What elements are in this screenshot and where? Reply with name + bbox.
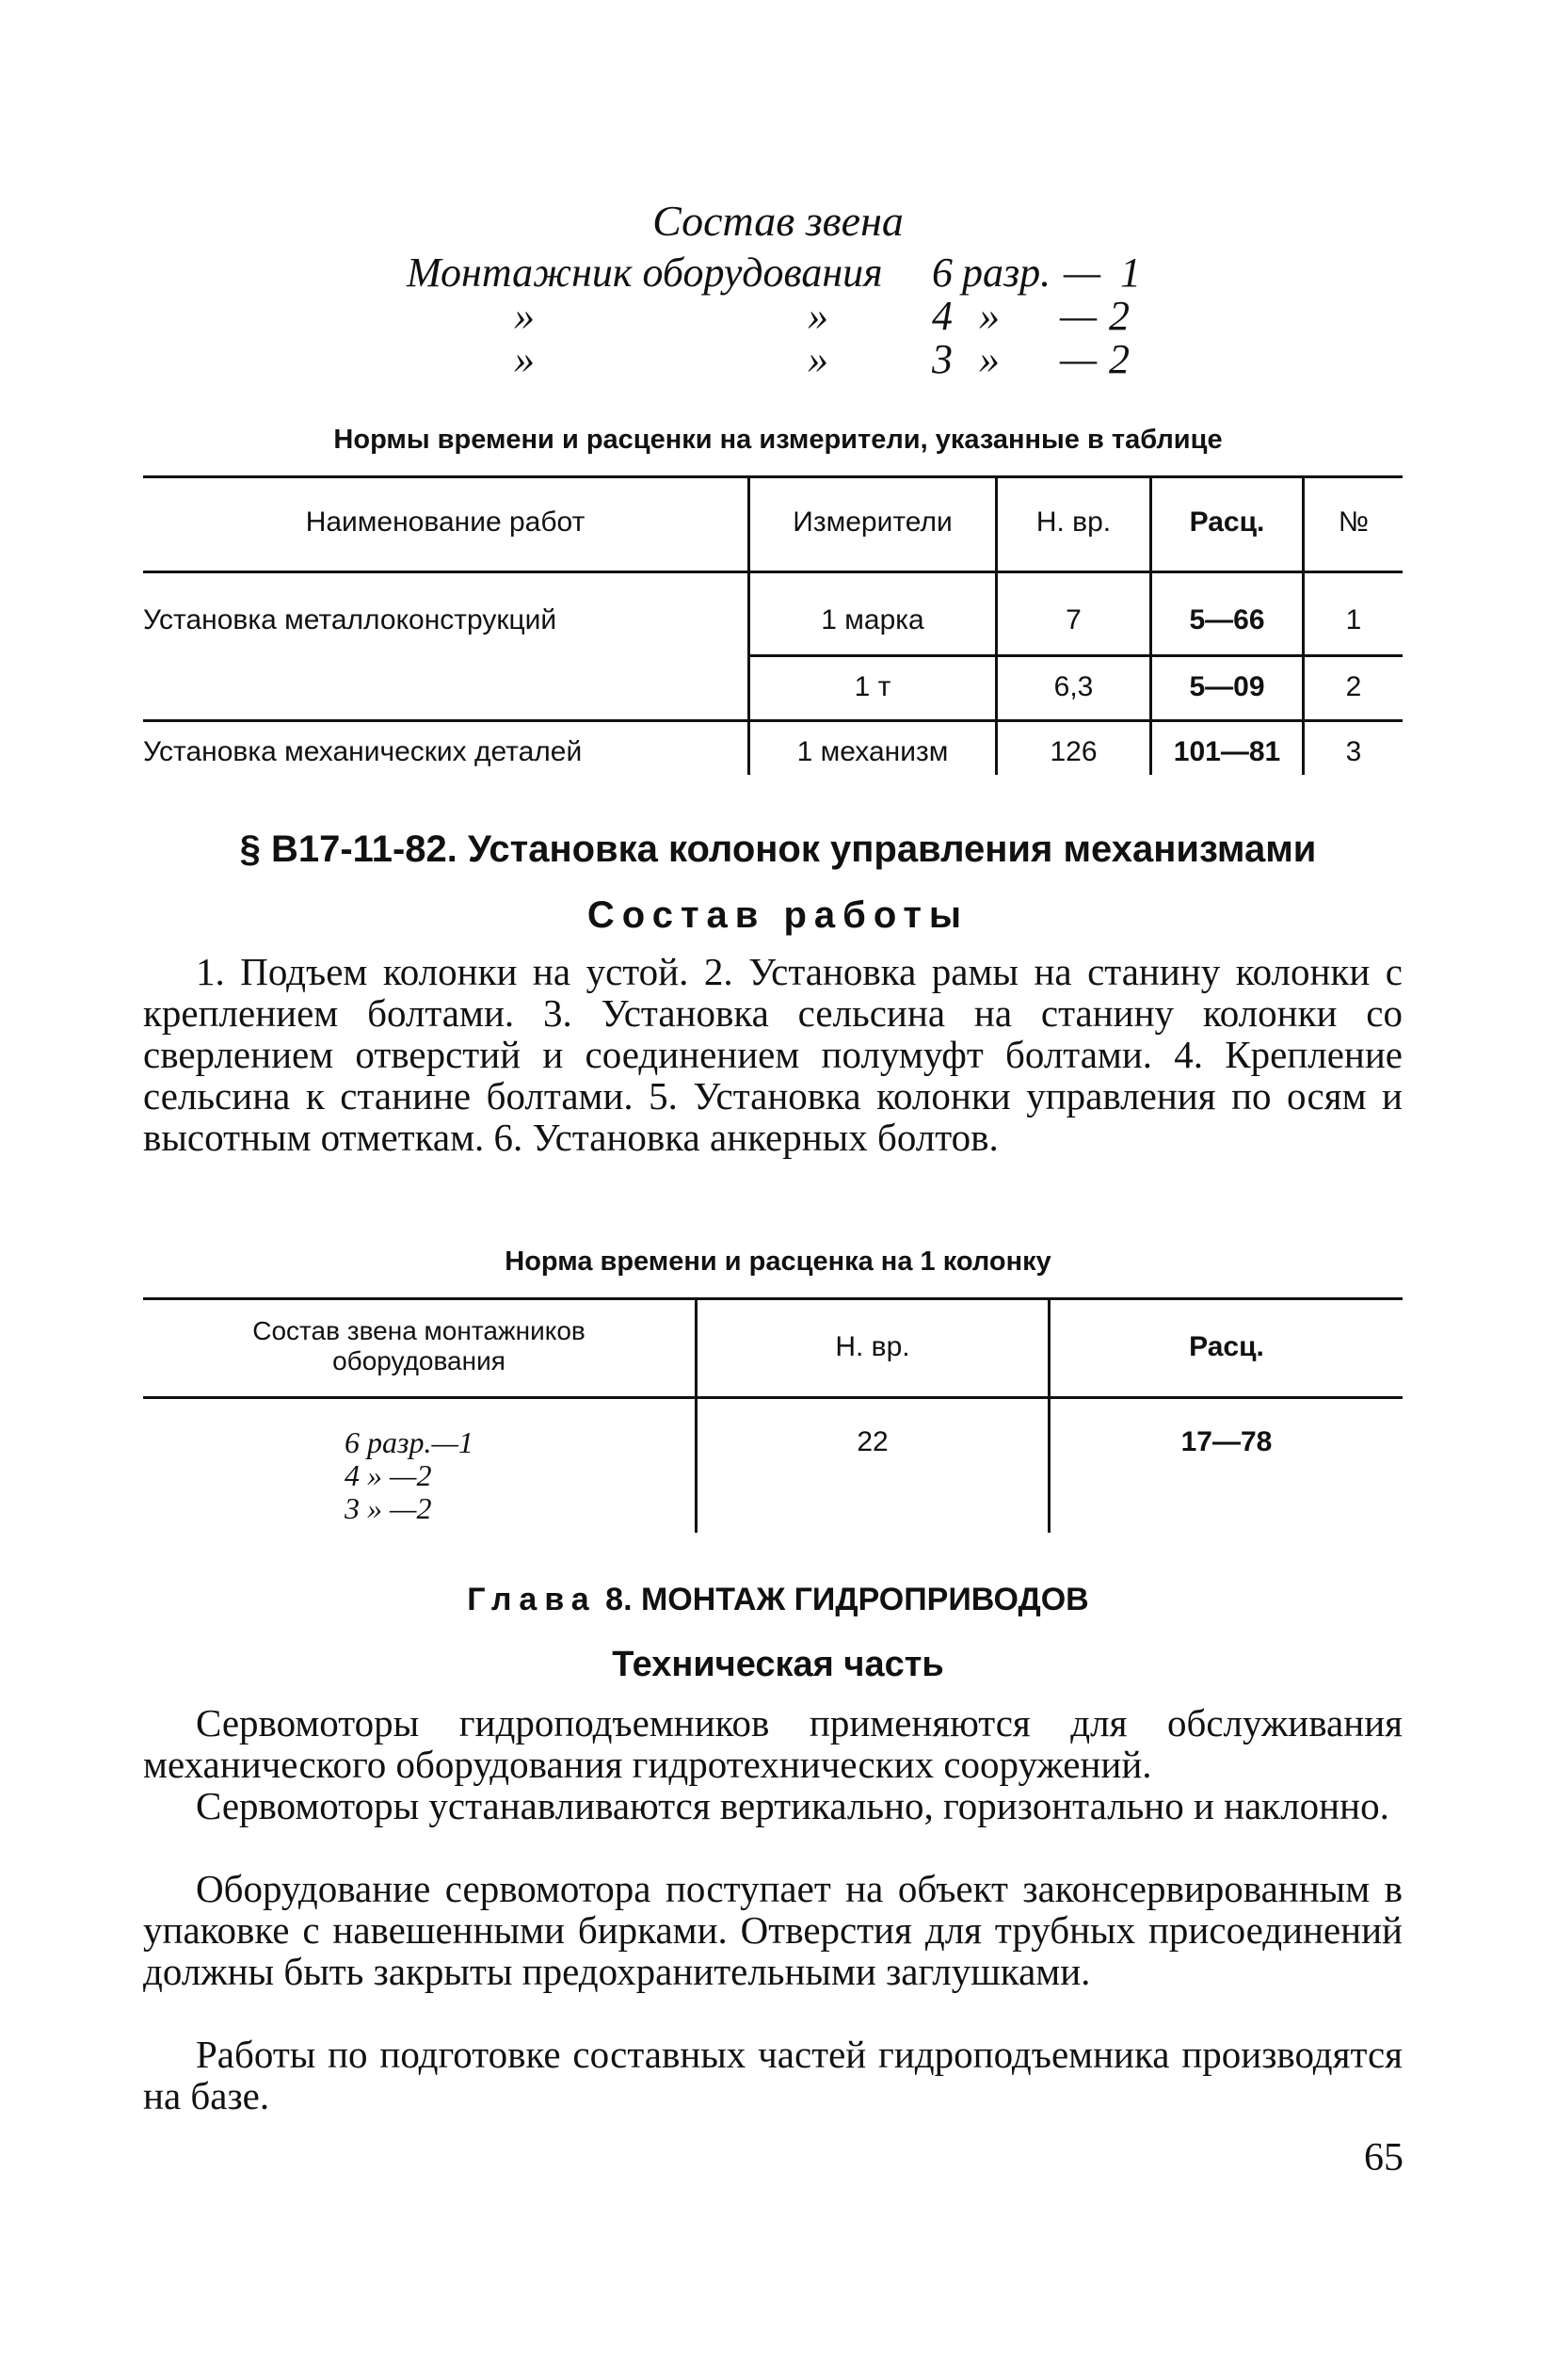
- table-rule: [143, 571, 1403, 573]
- table-header: Наименование работ: [305, 507, 586, 538]
- paragraph: Сервомоторы гидроподъемников применяются для обслуживания механического оборудования гидротехнических сооружений.: [143, 1701, 1403, 1786]
- section-subtitle: Состав работы: [586, 894, 970, 936]
- crew-trade: Монтажник оборудования: [407, 249, 883, 296]
- crew-ditto: »: [514, 336, 535, 382]
- table-rule: [143, 475, 1403, 478]
- table-cell: 7: [1066, 604, 1082, 635]
- crew-grade: 3: [932, 336, 953, 382]
- table-cell: 5—09: [1189, 671, 1265, 702]
- table-cell: 6,3: [1053, 671, 1094, 702]
- page-number: 65: [1364, 2136, 1404, 2179]
- paragraph: Сервомоторы устанавливаются вертикально, горизонтально и наклонно.: [196, 1784, 1389, 1827]
- table-cell: 1: [1345, 604, 1362, 635]
- table-cell: 1 марка: [821, 604, 924, 635]
- crew-line: 6 разр.—1: [345, 1425, 473, 1459]
- crew-unit: »: [979, 293, 1000, 339]
- paragraph: Работы по подготовке составных частей гидроподъемника производятся на базе.: [143, 2033, 1403, 2117]
- table-cell: 1 т: [854, 671, 891, 702]
- table-cell: 1 механизм: [796, 736, 949, 767]
- table-header: Н. вр.: [1035, 507, 1112, 538]
- chapter-subtitle: Техническая часть: [612, 1645, 944, 1684]
- table-header: Расц.: [1189, 507, 1265, 538]
- table-cell: 101—81: [1173, 736, 1281, 767]
- work-description: 1. Подъем колонки на устой. 2. Установка рамы на станину колонки с креплением болтами. 3. Установка сельсина на станину колонки со сверлением отверстий и соединением полумуфт болтами. 4. Крепление сельсина к станине болтами. 5. Установка колонки управления по осям и высотным отметкам. 6. Установка анкерных болтов.: [143, 950, 1403, 1159]
- table-rule: [143, 1396, 1403, 1399]
- crew-line: 3 » —2: [345, 1491, 432, 1525]
- table-cell: Установка механических деталей: [143, 736, 583, 767]
- crew-dash: —: [1060, 293, 1098, 339]
- crew-ditto: »: [808, 293, 828, 339]
- table-header: Н. вр.: [835, 1331, 910, 1362]
- table-cell: 2: [1345, 671, 1362, 702]
- table-cell: 22: [857, 1426, 889, 1457]
- paragraph: Оборудование сервомотора поступает на объект законсервированным в упаковке с навешенными бирками. Отверстия для трубных присоединений должны быть закрыты предохранительными заглушками.: [143, 1867, 1403, 1993]
- table-rule: [143, 719, 1403, 722]
- crew-ditto: »: [514, 293, 535, 339]
- table-cell: 3: [1345, 736, 1362, 767]
- chapter-title: 8. МОНТАЖ ГИДРОПРИВОДОВ: [605, 1582, 1089, 1617]
- table2-caption: Норма времени и расценка на 1 колонку: [505, 1246, 1051, 1277]
- crew-count: 2: [1109, 293, 1130, 339]
- crew-unit: разр.: [962, 249, 1051, 296]
- crew-count: 1: [1120, 249, 1141, 296]
- table-rule: [143, 1297, 1403, 1300]
- table-cell: Установка металлоконструкций: [143, 604, 557, 635]
- crew-unit: »: [979, 336, 1000, 382]
- table-cell: 126: [1050, 736, 1098, 767]
- crew-ditto: »: [808, 336, 828, 382]
- table-cell: 5—66: [1189, 604, 1265, 635]
- table-header: Расц.: [1189, 1331, 1264, 1362]
- crew-dash: —: [1060, 336, 1098, 382]
- crew-grade: 4: [932, 293, 953, 339]
- crew-dash: —: [1064, 249, 1101, 296]
- table-header: оборудования: [332, 1346, 505, 1375]
- table1-caption: Нормы времени и расценки на измерители, указанные в таблице: [333, 425, 1223, 455]
- table-header: Состав звена монтажников: [252, 1316, 586, 1345]
- crew-line: 4 » —2: [345, 1458, 432, 1492]
- chapter-prefix: Глава: [467, 1582, 597, 1617]
- chapter-heading: [0, 1581, 1556, 1618]
- crew-title: Состав звена: [652, 197, 904, 245]
- table-cell: 17—78: [1180, 1426, 1273, 1457]
- table-header: Измерители: [793, 507, 953, 538]
- crew-grade: 6: [932, 249, 953, 296]
- table-header: №: [1338, 507, 1370, 538]
- section-title: § В17-11-82. Установка колонок управления механизмами: [239, 828, 1317, 870]
- crew-count: 2: [1109, 336, 1130, 382]
